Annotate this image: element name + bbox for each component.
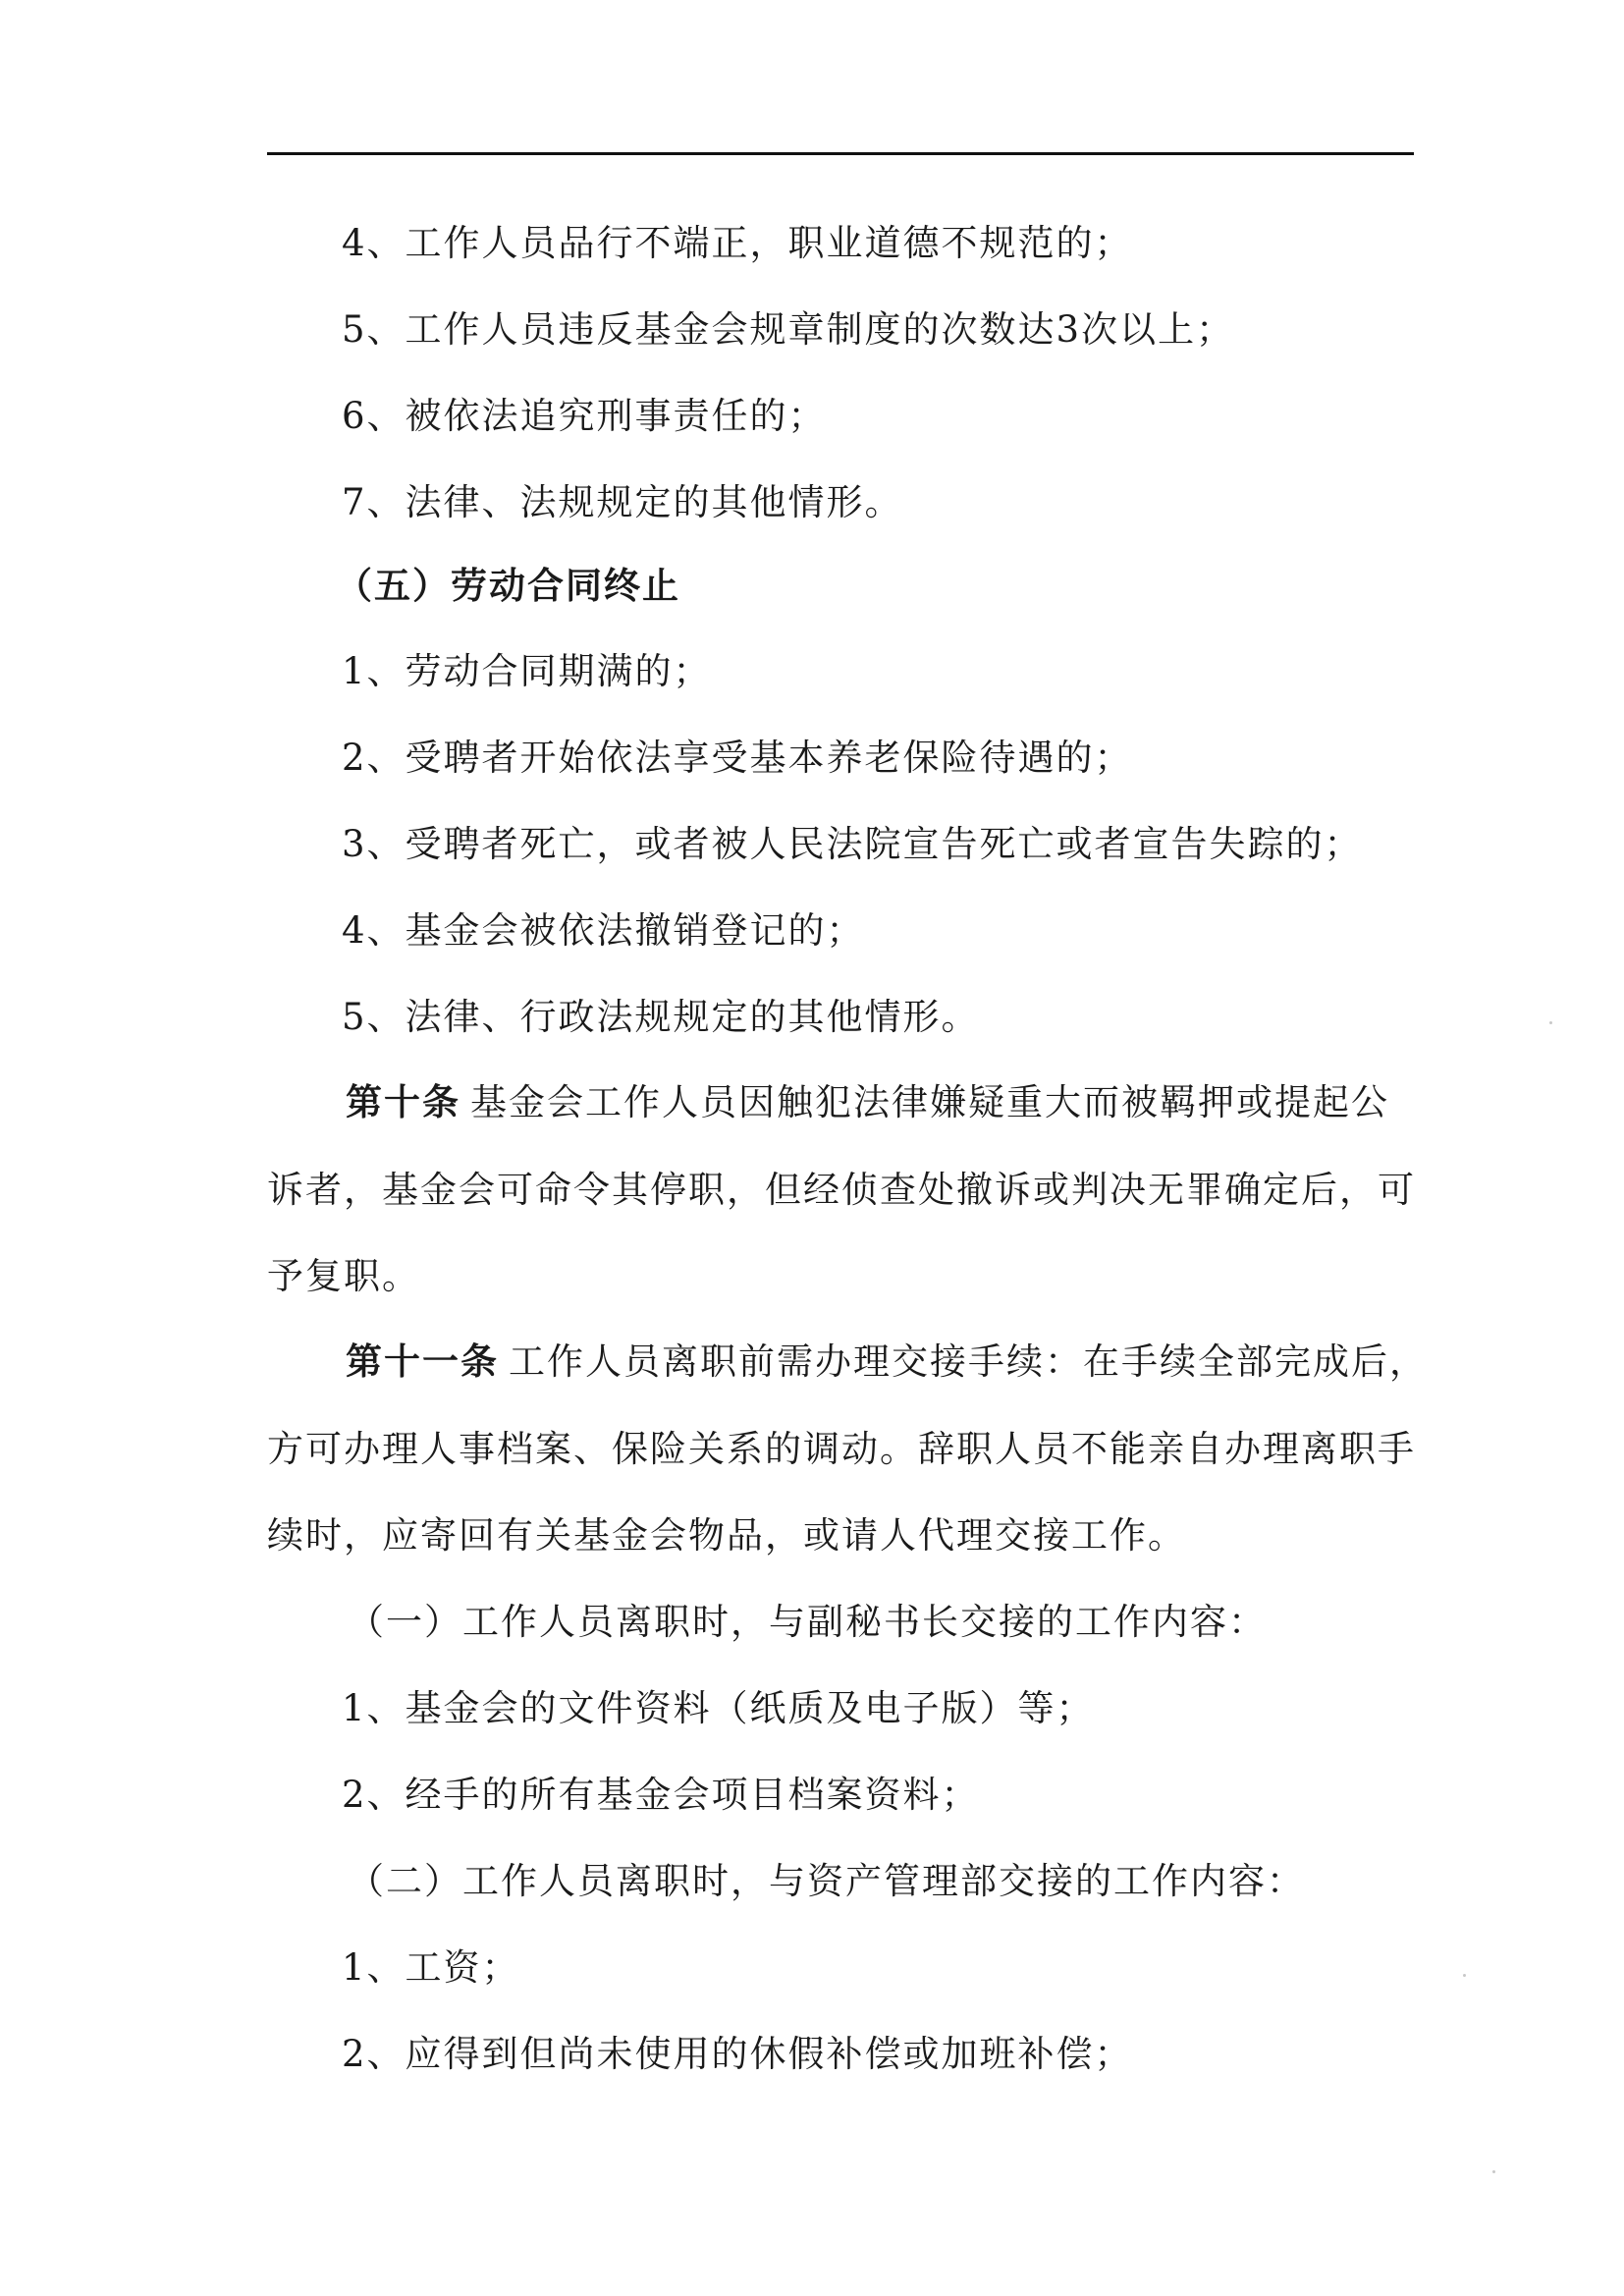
- scan-artifact: [1492, 2170, 1495, 2173]
- list-item: 5、工作人员违反基金会规章制度的次数达3次以上；: [342, 308, 1235, 351]
- list-item: 7、法律、法规规定的其他情形。: [342, 481, 903, 523]
- list-item: 1、工资；: [342, 1946, 520, 1989]
- list-item: 3、受聘者死亡，或者被人民法院宣告死亡或者宣告失踪的；: [342, 823, 1363, 865]
- article-10-paragraph: [267, 1080, 1414, 1124]
- paragraph-line: 续时，应寄回有关基金会物品，或请人代理交接工作。: [267, 1514, 1186, 1557]
- paragraph-line: 诉者，基金会可命令其停职，但经侦查处撤诉或判决无罪确定后，可: [267, 1169, 1416, 1211]
- scan-artifact: [1463, 1974, 1466, 1977]
- list-item: 6、被依法追究刑事责任的；: [342, 395, 827, 437]
- subsection-heading: （二）工作人员离职时，与资产管理部交接的工作内容：: [348, 1860, 1305, 1902]
- header-rule: [267, 152, 1414, 155]
- article-10-label: 第十条: [346, 1080, 460, 1123]
- paragraph-line: 予复职。: [267, 1255, 420, 1297]
- subsection-heading: （一）工作人员离职时，与副秘书长交接的工作内容：: [348, 1601, 1267, 1643]
- article-11-paragraph: [267, 1339, 1428, 1384]
- list-item: 1、劳动合同期满的；: [342, 650, 712, 692]
- paragraph-line: 方可办理人事档案、保险关系的调动。辞职人员不能亲自办理离职手: [267, 1428, 1416, 1470]
- article-10-text: 基金会工作人员因触犯法律嫌疑重大而被羁押或提起公: [470, 1081, 1389, 1123]
- list-item: 4、工作人员品行不端正，职业道德不规范的；: [342, 222, 1133, 264]
- list-item: 2、受聘者开始依法享受基本养老保险待遇的；: [342, 737, 1133, 779]
- list-item: 1、基金会的文件资料（纸质及电子版）等；: [342, 1687, 1095, 1729]
- article-11-label: 第十一条: [346, 1339, 499, 1383]
- list-item: 2、经手的所有基金会项目档案资料；: [342, 1774, 980, 1816]
- list-item: 2、应得到但尚未使用的休假补偿或加班补偿；: [342, 2033, 1133, 2075]
- list-item: 5、法律、行政法规规定的其他情形。: [342, 996, 980, 1038]
- article-11-text: 工作人员离职前需办理交接手续：在手续全部完成后，: [509, 1340, 1428, 1383]
- scan-artifact: [1549, 1021, 1552, 1024]
- list-item: 4、基金会被依法撤销登记的；: [342, 909, 865, 952]
- section-heading: （五）劳动合同终止: [336, 564, 680, 607]
